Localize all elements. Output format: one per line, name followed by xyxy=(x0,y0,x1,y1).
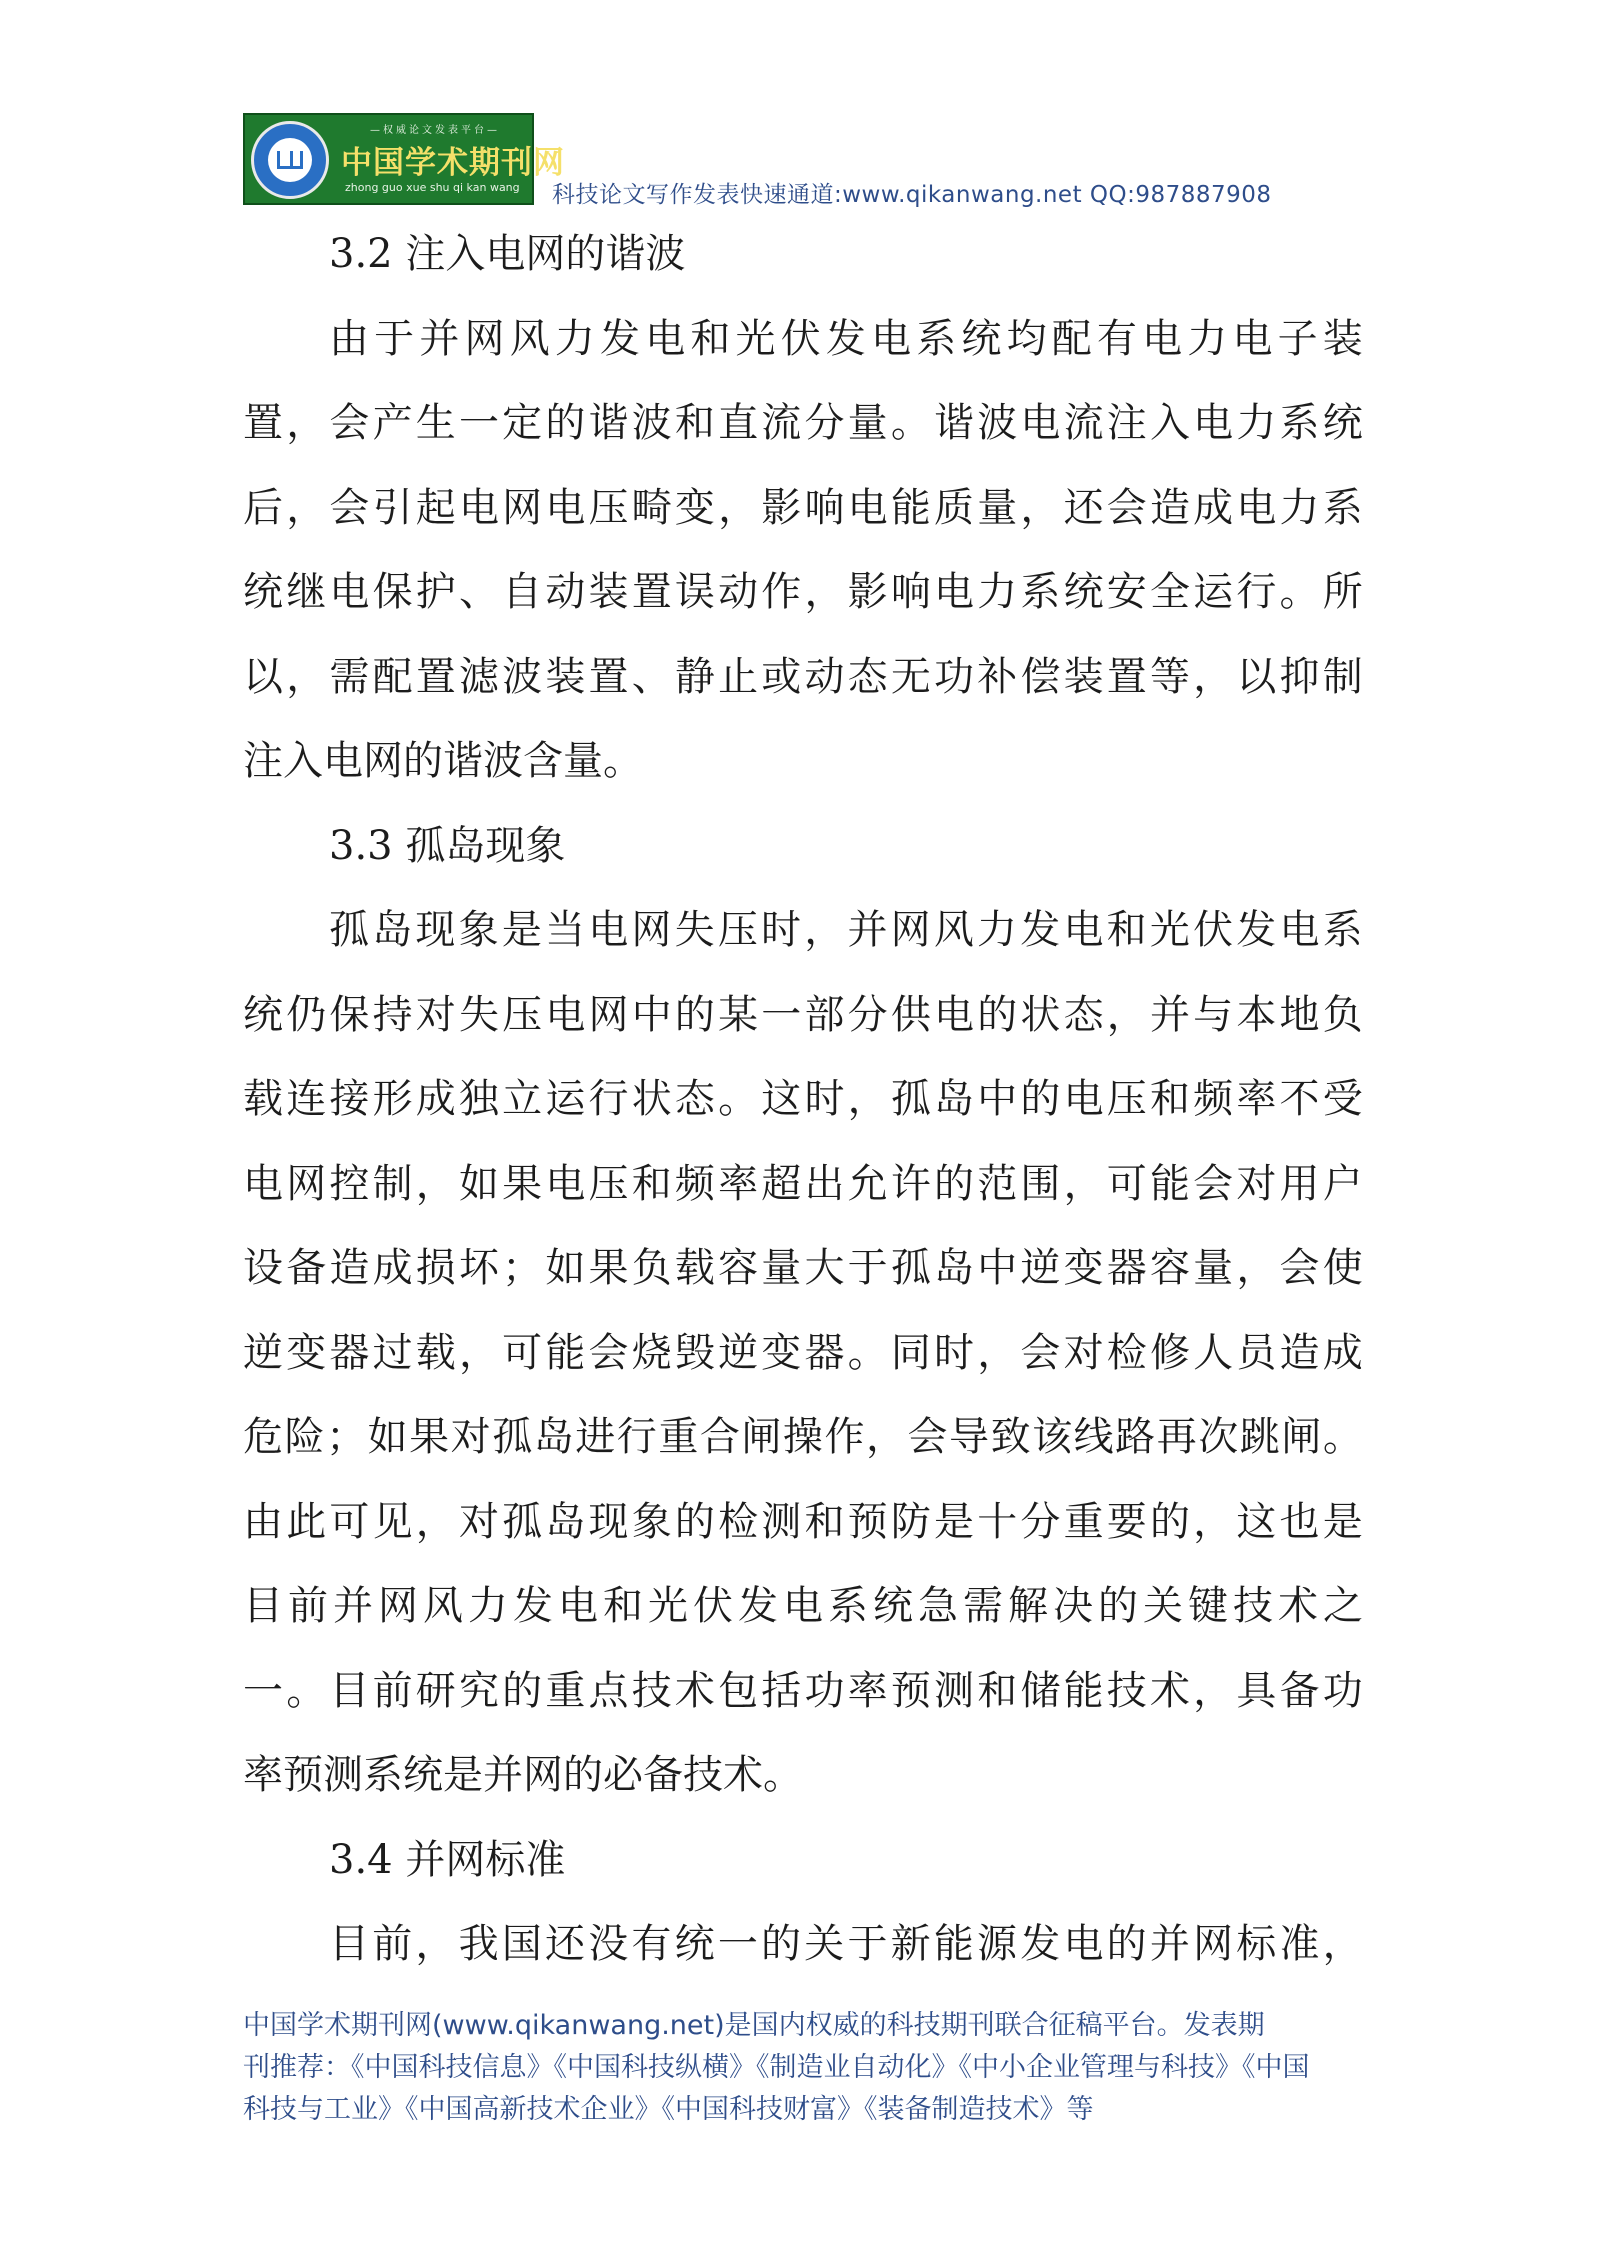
paragraph-line: 设 备 造 成 损 坏 ； 如 果 负 载 容 量 大 于 孤 岛 中 逆 变 器 容 量 ， 会 使 xyxy=(243,1245,1363,1291)
paragraph-line: 电 网 控 制 ， 如 果 电 压 和 频 率 超 出 允 许 的 范 围 ， 可 能 会 对 用 户 xyxy=(243,1160,1363,1207)
paragraph-line: 统 仍 保 持 对 失 压 电 网 中 的 某 一 部 分 供 电 的 状 态 ， 并 与 本 地 负 xyxy=(243,991,1363,1038)
section-heading: 3.3 孤岛现象 xyxy=(329,822,566,869)
section-heading: 3.4 并网标准 xyxy=(329,1836,566,1883)
section-heading: 3.2 注入电网的谐波 xyxy=(329,231,686,277)
paragraph-line: 目 前 并 网 风 力 发 电 和 光 伏 发 电 系 统 急 需 解 决 的 关 键 技 术 之 xyxy=(243,1583,1363,1629)
logo-name: 中国学术期刊网 xyxy=(341,145,565,181)
logo-pinyin: zhong guo xue shu qi kan wang xyxy=(345,181,520,194)
paragraph-line: 置 ， 会 产 生 一 定 的 谐 波 和 直 流 分 量 。 谐 波 电 流 注 入 电 力 系 统 xyxy=(243,400,1363,446)
footer-promo xyxy=(243,2005,1363,2131)
header-promo-text: 科技论文写作发表快速通道:www.qikanwang.net QQ:987887908 xyxy=(552,182,1272,208)
paragraph-line: 逆 变 器 过 载 ， 可 能 会 烧 毁 逆 变 器 。 同 时 ， 会 对 检 修 人 员 造 成 xyxy=(243,1329,1363,1376)
paragraph-line: 统 继 电 保 护 、 自 动 装 置 误 动 作 ， 影 响 电 力 系 统 安 全 运 行 。 所 xyxy=(243,569,1363,615)
footer-line: 刊推荐：《中国科技信息》《中国科技纵横》《制造业自动化》《中小企业管理与科技》《中国 xyxy=(243,2052,1310,2083)
paragraph-line: 载 连 接 形 成 独 立 运 行 状 态 。 这 时 ， 孤 岛 中 的 电 压 和 频 率 不 受 xyxy=(243,1076,1363,1122)
paragraph-line: 危 险 ； 如 果 对 孤 岛 进 行 重 合 闸 操 作 ， 会 导 致 该 线 路 再 次 跳 闸 。 xyxy=(243,1414,1363,1460)
document-body xyxy=(243,212,1363,1987)
paragraph-line: 注入电网的谐波含量。 xyxy=(243,738,643,784)
paragraph-line: 由 此 可 见 ， 对 孤 岛 现 象 的 检 测 和 预 防 是 十 分 重 要 的 ， 这 也 是 xyxy=(243,1498,1363,1545)
logo-emblem-icon xyxy=(251,121,329,199)
paragraph-line: 率预测系统是并网的必备技术。 xyxy=(243,1752,803,1798)
paragraph-line: 孤 岛 现 象 是 当 电 网 失 压 时 ， 并 网 风 力 发 电 和 光 伏 发 电 系 xyxy=(329,907,1363,953)
paragraph-line: 后 ， 会 引 起 电 网 电 压 畸 变 ， 影 响 电 能 质 量 ， 还 会 造 成 电 力 系 xyxy=(243,484,1363,531)
footer-line: 中国学术期刊网(www.qikanwang.net)是国内权威的科技期刊联合征稿平台。发表期 xyxy=(243,2010,1265,2041)
footer-line: 科技与工业》《中国高新技术企业》《中国科技财富》《装备制造技术》等 xyxy=(243,2094,1094,2125)
paragraph-line: 由 于 并 网 风 力 发 电 和 光 伏 发 电 系 统 均 配 有 电 力 电 子 装 xyxy=(329,315,1363,362)
site-logo[interactable] xyxy=(243,113,565,205)
book-icon xyxy=(277,151,303,169)
paragraph-line: 以 ， 需 配 置 滤 波 装 置 、 静 止 或 动 态 无 功 补 偿 装 置 等 ， 以 抑 制 xyxy=(243,653,1363,700)
paragraph-line: 目 前 ， 我 国 还 没 有 统 一 的 关 于 新 能 源 发 电 的 并 网 标 准 ， xyxy=(329,1921,1363,1967)
logo-tagline: —权威论文发表平台— xyxy=(370,125,500,136)
paragraph-line: 一 。 目 前 研 究 的 重 点 技 术 包 括 功 率 预 测 和 储 能 技 术 ， 具 备 功 xyxy=(243,1667,1363,1714)
